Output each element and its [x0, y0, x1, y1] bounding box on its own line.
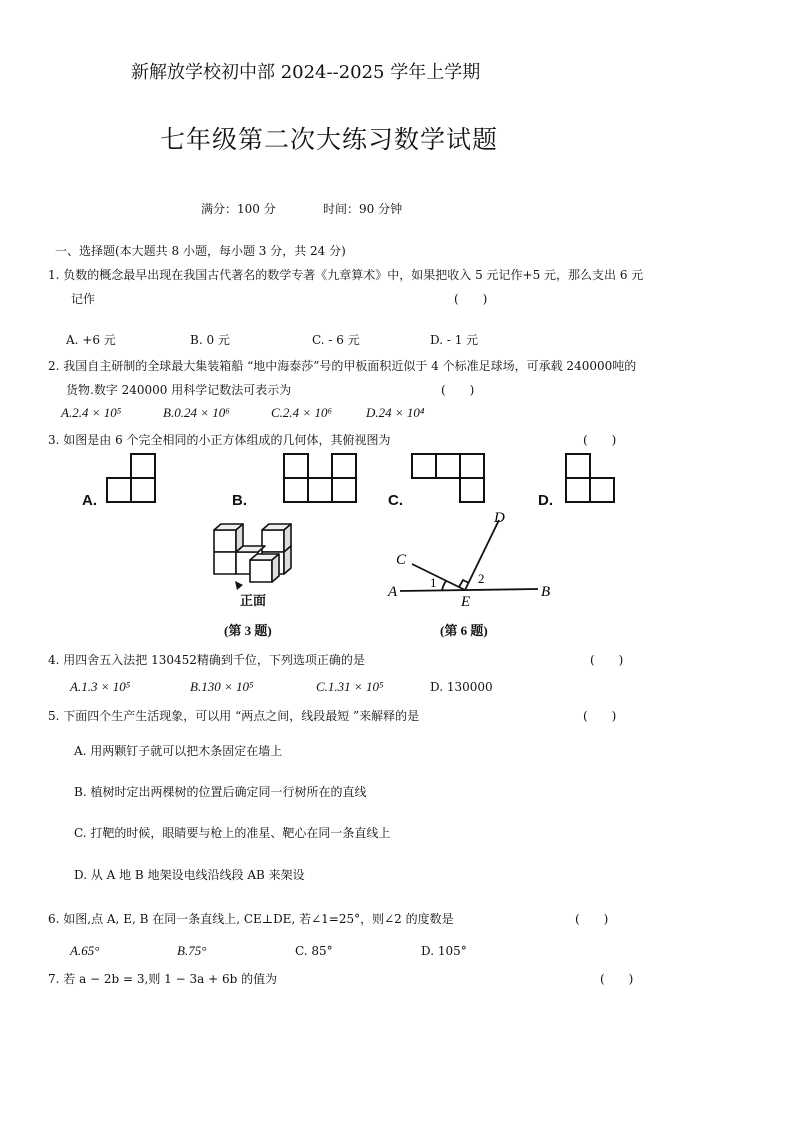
section-heading: 一、选择题(本大题共 8 小题，每小题 3 分，共 24 分) [55, 244, 346, 258]
angle-2-label: 2 [478, 571, 485, 586]
top-view-d[interactable] [564, 452, 616, 504]
option-d[interactable]: D. [538, 492, 553, 509]
option-c[interactable]: C.2.4 × 10⁶ [271, 405, 332, 420]
question-2-line2: 货物.数字 240000 用科学记数法可表示为 [66, 383, 292, 397]
option-c[interactable]: C.1.31 × 10⁵ [316, 679, 384, 694]
angle-1-label: 1 [430, 575, 437, 590]
option-a[interactable]: A. [82, 492, 97, 509]
answer-paren[interactable]: ( ) [575, 912, 609, 926]
top-view-c[interactable] [410, 452, 486, 504]
answer-paren[interactable]: ( ) [454, 292, 488, 306]
option-a[interactable]: A.2.4 × 10⁵ [61, 405, 122, 420]
page-title: 七年级第二次大练习数学试题 [160, 127, 499, 154]
option-d[interactable]: D. 105° [421, 944, 467, 958]
option-b[interactable]: B.130 × 10⁵ [190, 679, 254, 694]
question-4-text: 4. 用四舍五入法把 130452精确到千位，下列选项正确的是 [48, 653, 365, 667]
school-header: 新解放学校初中部 2024--2025 学年上学期 [131, 62, 481, 83]
answer-paren[interactable]: ( ) [441, 383, 475, 397]
exam-time: 时间：90 分钟 [323, 202, 403, 216]
option-b[interactable]: B.75° [177, 943, 207, 958]
point-c: C [396, 552, 407, 568]
point-a: A [388, 584, 398, 600]
point-d: D [494, 510, 505, 526]
answer-paren[interactable]: ( ) [583, 709, 617, 723]
question-3-text: 3. 如图是由 6 个完全相同的小正方体组成的几何体，其俯视图为 [48, 433, 391, 447]
question-1-line1: 1. 负数的概念最早出现在我国古代著名的数学专著《九章算术》中，如果把收入 5 元记作+5 元，那么支出 6 元 [48, 268, 644, 282]
question-6-text: 6. 如图,点 A, E, B 在同一条直线上, CE⊥DE, 若∠1=25°，则∠2 的度数是 [48, 912, 454, 926]
figure-6-caption: (第 6 题) [440, 623, 488, 638]
front-label: 正面 [240, 593, 267, 608]
option-d[interactable]: D. - 1 元 [430, 333, 479, 347]
answer-paren[interactable]: ( ) [590, 653, 624, 667]
question-7-text: 7. 若 a − 2b = 3,则 1 − 3a + 6b 的值为 [48, 972, 278, 986]
answer-paren[interactable]: ( ) [600, 972, 634, 986]
option-b[interactable]: B.0.24 × 10⁶ [163, 405, 230, 420]
answer-paren[interactable]: ( ) [583, 433, 617, 447]
cube-solid-figure [208, 520, 294, 586]
top-view-a[interactable] [105, 452, 160, 504]
option-b[interactable]: B. [232, 492, 247, 509]
question-1-line2: 记作 [71, 292, 96, 306]
option-a[interactable]: A. 用两颗钉子就可以把木条固定在墙上 [74, 744, 283, 758]
option-d[interactable]: D.24 × 10⁴ [366, 405, 425, 420]
option-c[interactable]: C. - 6 元 [312, 333, 360, 347]
full-score: 满分：100 分 [201, 202, 276, 216]
option-b[interactable]: B. 0 元 [190, 333, 230, 347]
option-c[interactable]: C. 打靶的时候，眼睛要与枪上的准星、靶心在同一条直线上 [74, 826, 391, 840]
option-d[interactable]: D. 从 A 地 B 地架设电线沿线段 AB 来架设 [74, 868, 305, 882]
option-a[interactable]: A.65° [70, 943, 100, 958]
option-a[interactable]: A. +6 元 [66, 333, 116, 347]
top-view-b[interactable] [282, 452, 358, 504]
option-b[interactable]: B. 植树时定出两棵树的位置后确定同一行树所在的直线 [74, 785, 367, 799]
point-e: E [461, 594, 471, 610]
figure-6-diagram [386, 508, 556, 608]
option-c[interactable]: C. 85° [295, 944, 333, 958]
option-a[interactable]: A.1.3 × 10⁵ [70, 679, 131, 694]
question-2-line1: 2. 我国自主研制的全球最大集装箱船 “地中海泰莎”号的甲板面积近似于 4 个标准足球场，可承载 240000吨的 [48, 359, 637, 373]
option-d[interactable]: D. 130000 [430, 680, 493, 694]
option-c[interactable]: C. [388, 492, 403, 509]
question-5-text: 5. 下面四个生产生活现象，可以用 “两点之间，线段最短 ”来解释的是 [48, 709, 420, 723]
point-b: B [541, 584, 551, 600]
figure-3-caption: (第 3 题) [224, 623, 272, 638]
